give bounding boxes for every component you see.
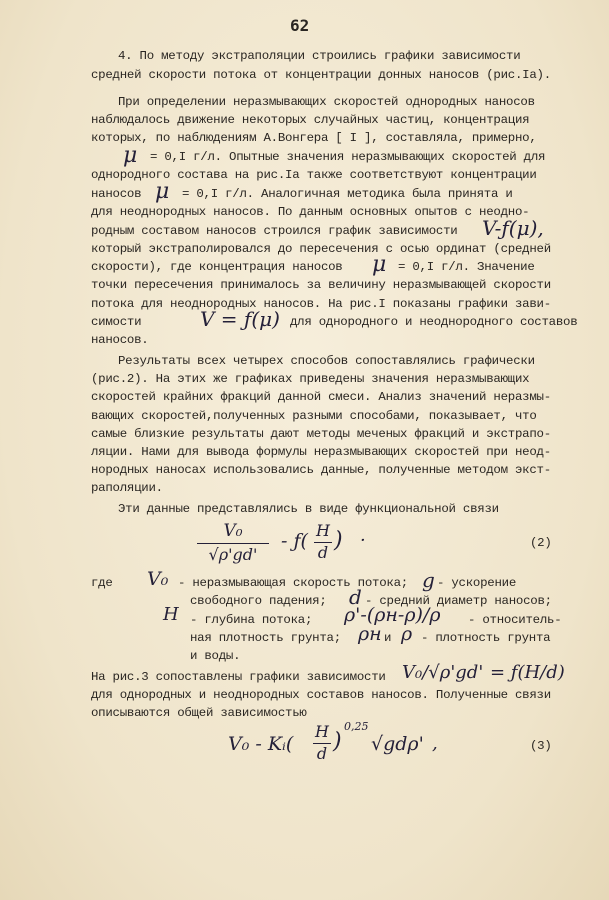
text-line: который экстраполировался до пересечения с осью ординат (средней xyxy=(91,242,551,256)
text-line: описываются общей зависимостью xyxy=(91,706,307,720)
text-line: вающих скоростей,полученных разными способами, показывает, что xyxy=(91,409,537,423)
text-line: - относитель- xyxy=(468,613,562,627)
eq3-comma: , xyxy=(432,733,438,754)
text-line: наносов xyxy=(91,187,142,201)
text-line: Эти данные представлялись в виде функциональной связи xyxy=(118,502,499,516)
eq2-dot: · xyxy=(360,530,366,551)
text-line: наносов. xyxy=(91,333,149,347)
page-number: 62 xyxy=(290,16,310,35)
text-line: для неоднородных наносов. По данным основных опытов с неодно- xyxy=(91,205,530,219)
text-line: (рис.2). На этих же графиках приведены значения неразмывающих xyxy=(91,372,530,386)
equation-number: (3) xyxy=(530,739,552,753)
text-line: При определении неразмывающих скоростей однородных наносов xyxy=(118,95,535,109)
text-line: На рис.3 сопоставлены графики зависимости xyxy=(91,670,386,684)
rho-n-symbol: ρн xyxy=(358,623,382,645)
text-line: - неразмывающая скорость потока; xyxy=(178,576,408,590)
text-line: ляции. Нами для вывода формулы неразмывающих скоростей при неод- xyxy=(91,445,551,459)
mu-symbol: μ xyxy=(372,252,387,277)
text-line: симости xyxy=(91,315,142,329)
text-line: самые близкие результаты дают методы меченых фракций и экстрапо- xyxy=(91,427,551,441)
eq2-d: d xyxy=(317,543,329,562)
text-line: родным составом наносов строился график зависимости xyxy=(91,224,458,238)
text-line: средней скорости потока от концентрации донных наносов (рис.Iа). xyxy=(91,68,551,82)
eq2-fraction-bar xyxy=(197,543,269,544)
text-line: скорости), где концентрация наносов xyxy=(91,260,343,274)
inline-relation-rhs: = ƒ(H/d) xyxy=(490,662,565,683)
text-line: = 0,I г/л. Опытные значения неразмывающих скоростей для xyxy=(150,150,546,164)
text-line: Результаты всех четырех способов сопоставлялись графически xyxy=(118,354,535,368)
text-line: = 0,I г/л. Значение xyxy=(398,260,535,274)
text-line: потока для неоднородных наносов. На рис.I показаны графики зави- xyxy=(91,297,551,311)
eq2-H: H xyxy=(316,521,330,540)
rho-relative: ρ'-(ρн-ρ)/ρ xyxy=(344,604,441,626)
text-line: точки пересечения принималось за величину неразмывающей скорости xyxy=(91,278,551,292)
text-line: раполяции. xyxy=(91,481,163,495)
eq2-close: ) xyxy=(334,528,343,553)
text-line: нородных наносах использовались данные, полученные методом экст- xyxy=(91,463,551,477)
mu-symbol: μ xyxy=(155,179,170,204)
eq2-denominator: √ρ'gd' xyxy=(208,545,258,564)
equation-number: (2) xyxy=(530,536,552,550)
inline-relation-lhs: V₀/√ρ'gd' xyxy=(402,662,484,683)
text-line: для однородного и неоднородного составов xyxy=(290,315,578,329)
function-v-equals-mu: V = ƒ(μ) xyxy=(200,307,280,331)
eq3-lhs: V₀ - Kᵢ( xyxy=(228,733,294,755)
rho-symbol: ρ xyxy=(401,623,413,645)
v0-symbol: V₀ xyxy=(147,568,169,590)
text-line: и xyxy=(384,631,392,645)
text-line: наблюдалось движение некоторых случайных частиц, концентрация xyxy=(91,113,530,127)
text-line: = 0,I г/л. Аналогичная методика была принята и xyxy=(182,187,513,201)
text-line: 4. По методу экстраполяции строились графики зависимости xyxy=(118,49,521,63)
eq3-root: √gdρ' xyxy=(371,733,424,755)
text-line: - плотность грунта xyxy=(421,631,551,645)
text-line: и воды. xyxy=(190,649,241,663)
text-line: однородного состава на рис.Iа также соответствуют концентрации xyxy=(91,168,537,182)
text-line: которых, по наблюдениям А.Вонгера [ I ], составляла, примерно, xyxy=(91,131,537,145)
text-line: где xyxy=(91,576,113,590)
function-v-mu: V-ƒ(μ), xyxy=(482,216,544,240)
text-line: для однородных и неоднородных составов наносов. Полученные связи xyxy=(91,688,551,702)
H-symbol: H xyxy=(163,604,179,625)
eq3-H: H xyxy=(315,722,329,741)
text-line: - ускорение xyxy=(437,576,517,590)
d-symbol: d xyxy=(349,585,362,609)
eq3-exponent: 0,25 xyxy=(344,720,369,733)
g-symbol: g xyxy=(422,568,435,592)
mu-symbol: μ xyxy=(123,143,138,168)
eq3-close: ) xyxy=(333,729,342,754)
text-line: - средний диаметр наносов; xyxy=(365,594,552,608)
eq3-d: d xyxy=(316,744,328,763)
eq2-rhs: - ƒ( xyxy=(281,530,308,552)
text-line: - глубина потока; xyxy=(190,613,313,627)
text-line: скоростей крайних фракций данной смеси. Анализ значений неразмы- xyxy=(91,390,551,404)
text-line: ная плотность грунта; xyxy=(190,631,341,645)
text-line: свободного падения; xyxy=(190,594,327,608)
eq2-numerator: V₀ xyxy=(223,521,243,541)
